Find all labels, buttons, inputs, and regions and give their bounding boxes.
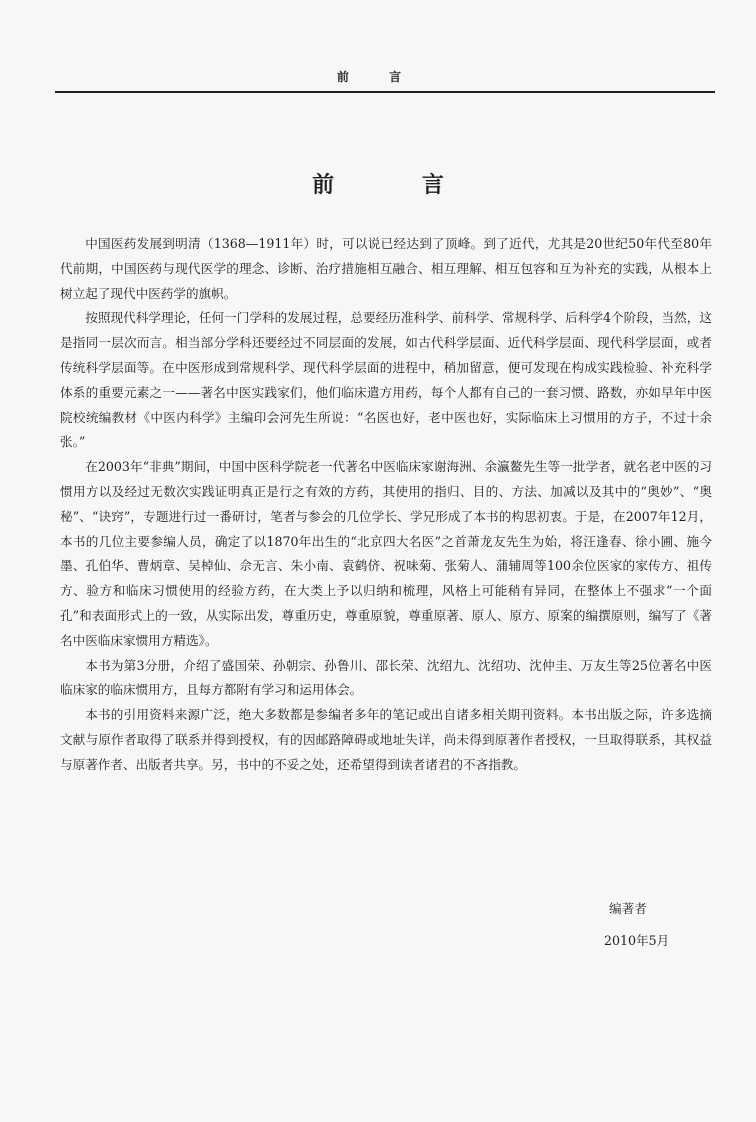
signature-author: 编著者 [609, 901, 647, 916]
paragraph: 在2003年“非典”期间，中国中医科学院老一代著名中医临床家谢海洲、余瀛鳌先生等一批学者，就名老中医的习惯用方以及经过无数次实践证明真正是行之有效的方药，其使用的指归、目的、方法、加减以及其中的“奥妙”、“奥秘”、“诀窍”，专题进行过一番研讨，笔者与参会的几位学长、学兄形成了本书的构思初衷。于是，在2007年12月，本书的几位主要参编人员，确定了以1870年出生的“北京四大名医”之首萧龙友先生为始，将汪逢春、徐小圃、施今墨、孔伯华、曹炳章、吴棹仙、佘无言、朱小南、袁鹤侪、祝味菊、张菊人、蒲辅周等100余位医家的家传方、祖传方、验方和临床习惯使用的经验方药，在大类上予以归纳和梳理，风格上可能稍有异同，在整体上不强求“一个面孔”和表面形式上的一致，从实际出发，尊重历史，尊重原貌，尊重原著、原人、原方、原案的编撰原则，编写了《著名中医临床家惯用方精选》。 [60, 459, 712, 648]
paragraph: 中国医药发展到明清（1368—1911年）时，可以说已经达到了顶峰。到了近代，尤其是20世纪50年代至80年代前期，中国医药与现代医学的理念、诊断、治疗措施相互融合、相互理解、相互包容和互为补充的实践，从根本上树立起了现代中医药学的旗帜。 [60, 236, 712, 301]
paragraph: 按照现代科学理论，任何一门学科的发展过程，总要经历准科学、前科学、常规科学、后科学4个阶段，当然，这是指同一层次而言。相当部分学科还要经过不同层面的发展，如古代科学层面、近代科学层面、现代科学层面，或者传统科学层面等。在中医形成到常规科学、现代科学层面的进程中，稍加留意，便可发现在构成实践检验、补充科学体系的重要元素之一——著名中医实践家们，他们临床遣方用药，每个人都有自己的一套习惯、路数，亦如早年中医院校统编教材《中医内科学》主编印会河先生所说：“名医也好，老中医也好，实际临床上习惯用的方子，不过十余张。” [60, 310, 712, 450]
page-title: 前 言 [312, 172, 484, 198]
paragraph: 本书的引用资料来源广泛，绝大多数都是参编者多年的笔记或出自诸多相关期刊资料。本书出版之际，许多选摘文献与原作者取得了联系并得到授权，有的因邮路障碍或地址失详，尚未得到原著作者授权，一旦取得联系，其权益与原著作者、出版者共享。另，书中的不妥之处，还希望得到读者诸君的不吝指教。 [60, 707, 712, 772]
preface-body [60, 232, 712, 778]
paragraph: 本书为第3分册，介绍了盛国荣、孙朝宗、孙鲁川、邵长荣、沈绍九、沈绍功、沈仲圭、万友生等25位著名中医临床家的临床惯用方，且每方都附有学习和运用体会。 [60, 657, 712, 698]
signature-date: 2010年5月 [604, 933, 670, 948]
running-head: 前 言 [336, 70, 420, 84]
header-rule [55, 91, 715, 93]
